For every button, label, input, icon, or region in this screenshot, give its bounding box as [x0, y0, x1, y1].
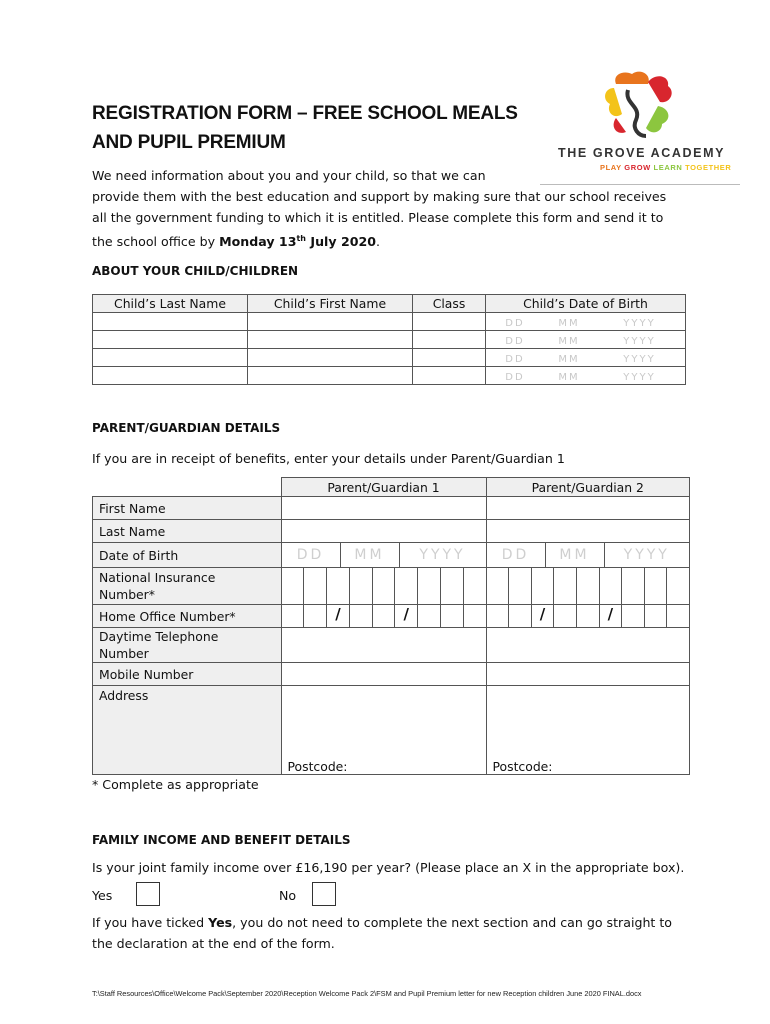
child-class-cell[interactable] [413, 367, 486, 385]
intro-line-3: all the government funding to which it is entitled. Please complete this form and send it to [92, 210, 664, 225]
dob-month-cell[interactable]: MM [544, 367, 594, 385]
dob-day-cell[interactable]: DD [486, 313, 545, 331]
label-daytime-tel: Daytime Telephone Number [93, 628, 282, 663]
tagline-play: PLAY [600, 163, 622, 172]
intro-line-4: the school office by Monday 13th July 2020. [92, 234, 381, 250]
tick-instruction: If you have ticked Yes, you do not need to complete the next section and can go straight to the declaration at the end of the form. [92, 915, 673, 951]
p2-home-office-field[interactable]: / / [486, 605, 690, 628]
row-home-office [93, 605, 690, 628]
p2-mobile-field[interactable] [486, 663, 690, 686]
parent-heading: PARENT/GUARDIAN DETAILS [92, 421, 281, 435]
label-first-name: First Name [93, 497, 282, 520]
p1-daytime-tel-field[interactable] [281, 628, 486, 663]
label-ni-number: National Insurance Number* [93, 568, 282, 605]
child-last-name-cell[interactable] [93, 367, 248, 385]
label-mobile: Mobile Number [93, 663, 282, 686]
tagline-learn: LEARN [653, 163, 683, 172]
p2-daytime-tel-field[interactable] [486, 628, 690, 663]
children-table [92, 294, 686, 385]
intro-line-1: We need information about you and your child, so that we can [92, 168, 486, 183]
dob-month-cell[interactable]: MM [544, 349, 594, 367]
child-first-name-cell[interactable] [248, 349, 413, 367]
footer-file-path: T:\Staff Resources\Office\Welcome Pack\September 2020\Reception Welcome Pack 2\FSM and Pupil Premium letter for new Reception children June 2020 FINAL.docx [92, 989, 642, 998]
p1-ni-field[interactable] [281, 568, 486, 605]
parent-instruction: If you are in receipt of benefits, enter your details under Parent/Guardian 1 [92, 451, 565, 466]
p2-ni-field[interactable] [486, 568, 690, 605]
income-question: Is your joint family income over £16,190 per year? (Please place an X in the appropriate box). [92, 860, 685, 875]
p1-mobile-field[interactable] [281, 663, 486, 686]
complete-note: * Complete as appropriate [92, 777, 259, 792]
no-label: No [279, 888, 297, 903]
dob-day-cell[interactable]: DD [486, 331, 545, 349]
p1-address-field[interactable] [281, 686, 486, 775]
child-last-name-cell[interactable] [93, 313, 248, 331]
title-line-1: REGISTRATION FORM – FREE SCHOOL MEALS [92, 103, 518, 124]
table-row [93, 313, 686, 331]
no-checkbox[interactable] [312, 882, 336, 906]
logo-tree-icon [552, 70, 742, 150]
dob-month-cell[interactable]: MM [544, 313, 594, 331]
table-row [93, 349, 686, 367]
col-child-first-name: Child’s First Name [248, 295, 413, 313]
col-child-last-name: Child’s Last Name [93, 295, 248, 313]
label-last-name: Last Name [93, 520, 282, 543]
p1-first-name-field[interactable] [281, 497, 486, 520]
row-first-name [93, 497, 690, 520]
intro-paragraph [92, 165, 682, 252]
parent-table [92, 477, 690, 775]
row-address [93, 686, 690, 775]
label-dob: Date of Birth [93, 543, 282, 568]
dob-year-cell[interactable]: YYYY [594, 331, 686, 349]
children-header-row [93, 295, 686, 313]
p2-first-name-field[interactable] [486, 497, 690, 520]
child-last-name-cell[interactable] [93, 331, 248, 349]
col-child-dob: Child’s Date of Birth [486, 295, 686, 313]
child-class-cell[interactable] [413, 331, 486, 349]
table-row [93, 367, 686, 385]
tagline-grow: GROW [624, 163, 651, 172]
col-parent-2: Parent/Guardian 2 [486, 478, 690, 497]
child-class-cell[interactable] [413, 313, 486, 331]
yes-checkbox[interactable] [136, 882, 160, 906]
dob-year-cell[interactable]: YYYY [594, 313, 686, 331]
income-heading: FAMILY INCOME AND BENEFIT DETAILS [92, 833, 351, 847]
parent-header-row [93, 478, 690, 497]
p1-home-office-field[interactable]: / / [281, 605, 486, 628]
p1-last-name-field[interactable] [281, 520, 486, 543]
table-row [93, 331, 686, 349]
child-last-name-cell[interactable] [93, 349, 248, 367]
label-home-office: Home Office Number* [93, 605, 282, 628]
child-first-name-cell[interactable] [248, 367, 413, 385]
dob-month-cell[interactable]: MM [544, 331, 594, 349]
row-daytime-tel [93, 628, 690, 663]
p2-address-field[interactable] [486, 686, 690, 775]
dob-year-cell[interactable]: YYYY [594, 367, 686, 385]
row-mobile [93, 663, 690, 686]
child-class-cell[interactable] [413, 349, 486, 367]
yes-label: Yes [92, 888, 113, 903]
label-address: Address [93, 686, 282, 775]
row-dob [93, 543, 690, 568]
row-last-name [93, 520, 690, 543]
child-first-name-cell[interactable] [248, 313, 413, 331]
col-parent-1: Parent/Guardian 1 [281, 478, 486, 497]
child-first-name-cell[interactable] [248, 331, 413, 349]
logo-school-name: THE GROVE ACADEMY [558, 146, 726, 160]
dob-day-cell[interactable]: DD [486, 367, 545, 385]
title-line-2: AND PUPIL PREMIUM [92, 132, 286, 153]
col-class: Class [413, 295, 486, 313]
p2-dob-field[interactable]: DD MM YYYY [486, 543, 690, 568]
dob-year-cell[interactable]: YYYY [594, 349, 686, 367]
page-title [92, 99, 518, 157]
p2-postcode-label: Postcode: [492, 759, 553, 774]
intro-line-2: provide them with the best education and support by making sure that our school receives [92, 189, 667, 204]
p1-dob-field[interactable]: DD MM YYYY [281, 543, 486, 568]
children-heading: ABOUT YOUR CHILD/CHILDREN [92, 264, 299, 278]
row-ni-number [93, 568, 690, 605]
p2-last-name-field[interactable] [486, 520, 690, 543]
tagline-together: TOGETHER [685, 163, 732, 172]
dob-day-cell[interactable]: DD [486, 349, 545, 367]
p1-postcode-label: Postcode: [287, 759, 348, 774]
